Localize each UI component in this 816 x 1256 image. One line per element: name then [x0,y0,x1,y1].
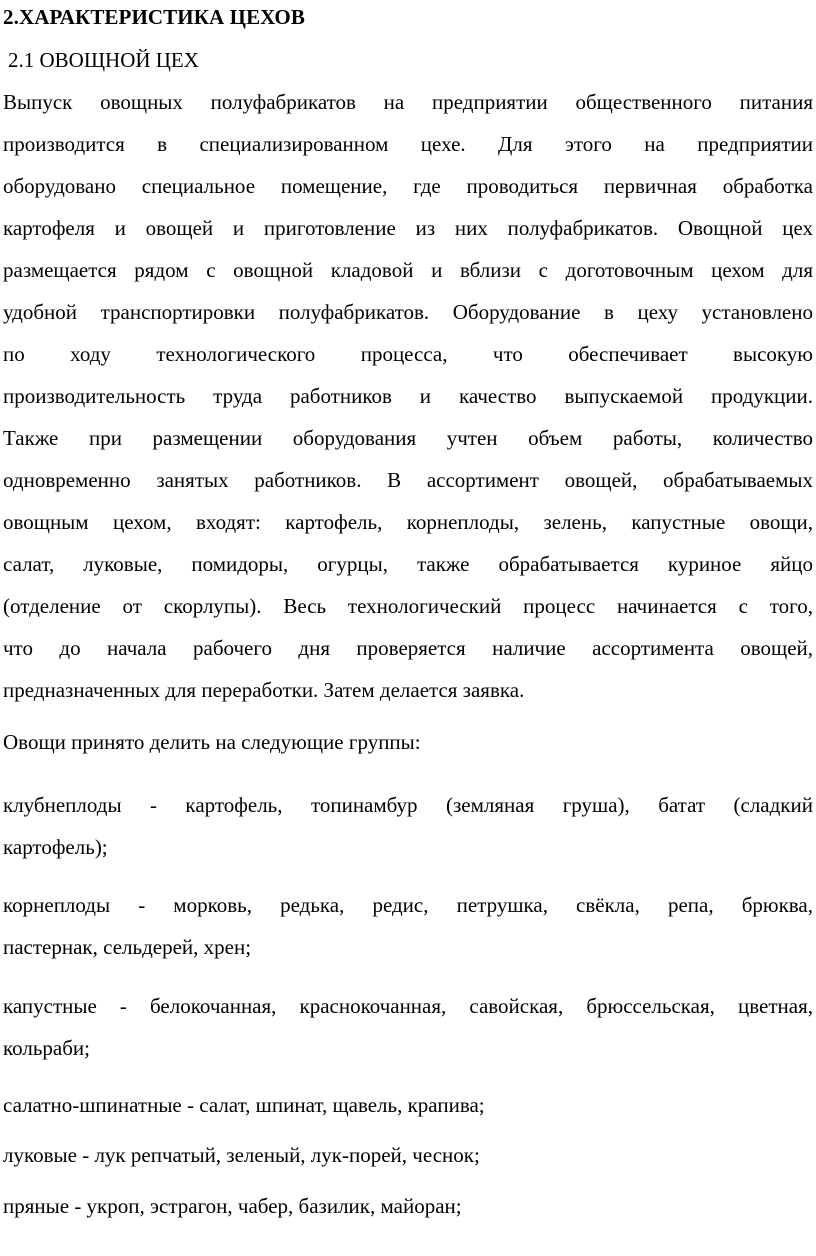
group-line: капустные - белокочанная, краснокочанная, савойская, брюссельская, цветная, [3,994,813,1018]
group-onion [3,1134,813,1176]
group-line: луковые - лук репчатый, зеленый, лук-порей, чеснок; [3,1143,480,1167]
group-line: клубнеплоды - картофель, топинамбур (земляная груша), батат (сладкий [3,793,813,817]
paragraph-line: по ходу технологического процесса, что обеспечивает высокую [3,342,813,366]
paragraph-line: производительность труда работников и качество выпускаемой продукции. [3,384,813,408]
paragraph-line: оборудовано специальное помещение, где проводиться первичная обработка [3,174,813,198]
paragraph-line: одновременно занятых работников. В ассортимент овощей, обрабатываемых [3,468,813,492]
group-tubers [3,784,813,868]
group-cabbage [3,985,813,1069]
paragraph-line: производится в специализированном цехе. Для этого на предприятии [3,132,813,156]
paragraph-line: предназначенных для переработки. Затем делается заявка. [3,678,525,702]
group-line: корнеплоды - морковь, редька, редис, петрушка, свёкла, репа, брюква, [3,893,813,917]
paragraph-line: салат, луковые, помидоры, огурцы, также обрабатывается куриное яйцо [3,552,813,576]
paragraph-line: Выпуск овощных полуфабрикатов на предприятии общественного питания [3,90,813,114]
paragraph-line: Также при размещении оборудования учтен объем работы, количество [3,426,813,450]
paragraph-line: что до начала рабочего дня проверяется наличие ассортимента овощей, [3,636,813,660]
group-salad [3,1084,813,1126]
group-line: пастернак, сельдерей, хрен; [3,935,252,959]
paragraph-line: удобной транспортировки полуфабрикатов. Оборудование в цеху установлено [3,300,813,324]
group-line: картофель); [3,835,108,859]
subsection-heading: 2.1 ОВОЩНОЙ ЦЕХ [8,48,199,72]
paragraph-line: размещается рядом с овощной кладовой и вблизи с доготовочным цехом для [3,258,813,282]
group-line: кольраби; [3,1036,90,1060]
paragraph-line: овощным цехом, входят: картофель, корнеплоды, зелень, капустные овощи, [3,510,813,534]
group-spicy [3,1185,813,1227]
groups-intro-paragraph [3,721,813,763]
group-roots [3,884,813,968]
section-heading: 2.ХАРАКТЕРИСТИКА ЦЕХОВ [3,5,305,29]
group-line: пряные - укроп, эстрагон, чабер, базилик, майоран; [3,1194,462,1218]
groups-intro-text: Овощи принято делить на следующие группы: [3,730,421,754]
paragraph-line: картофеля и овощей и приготовление из них полуфабрикатов. Овощной цех [3,216,813,240]
group-line: салатно-шпинатные - салат, шпинат, щавель, крапива; [3,1093,485,1117]
paragraph-line: (отделение от скорлупы). Весь технологический процесс начинается с того, [3,594,813,618]
main-paragraph [3,81,813,711]
